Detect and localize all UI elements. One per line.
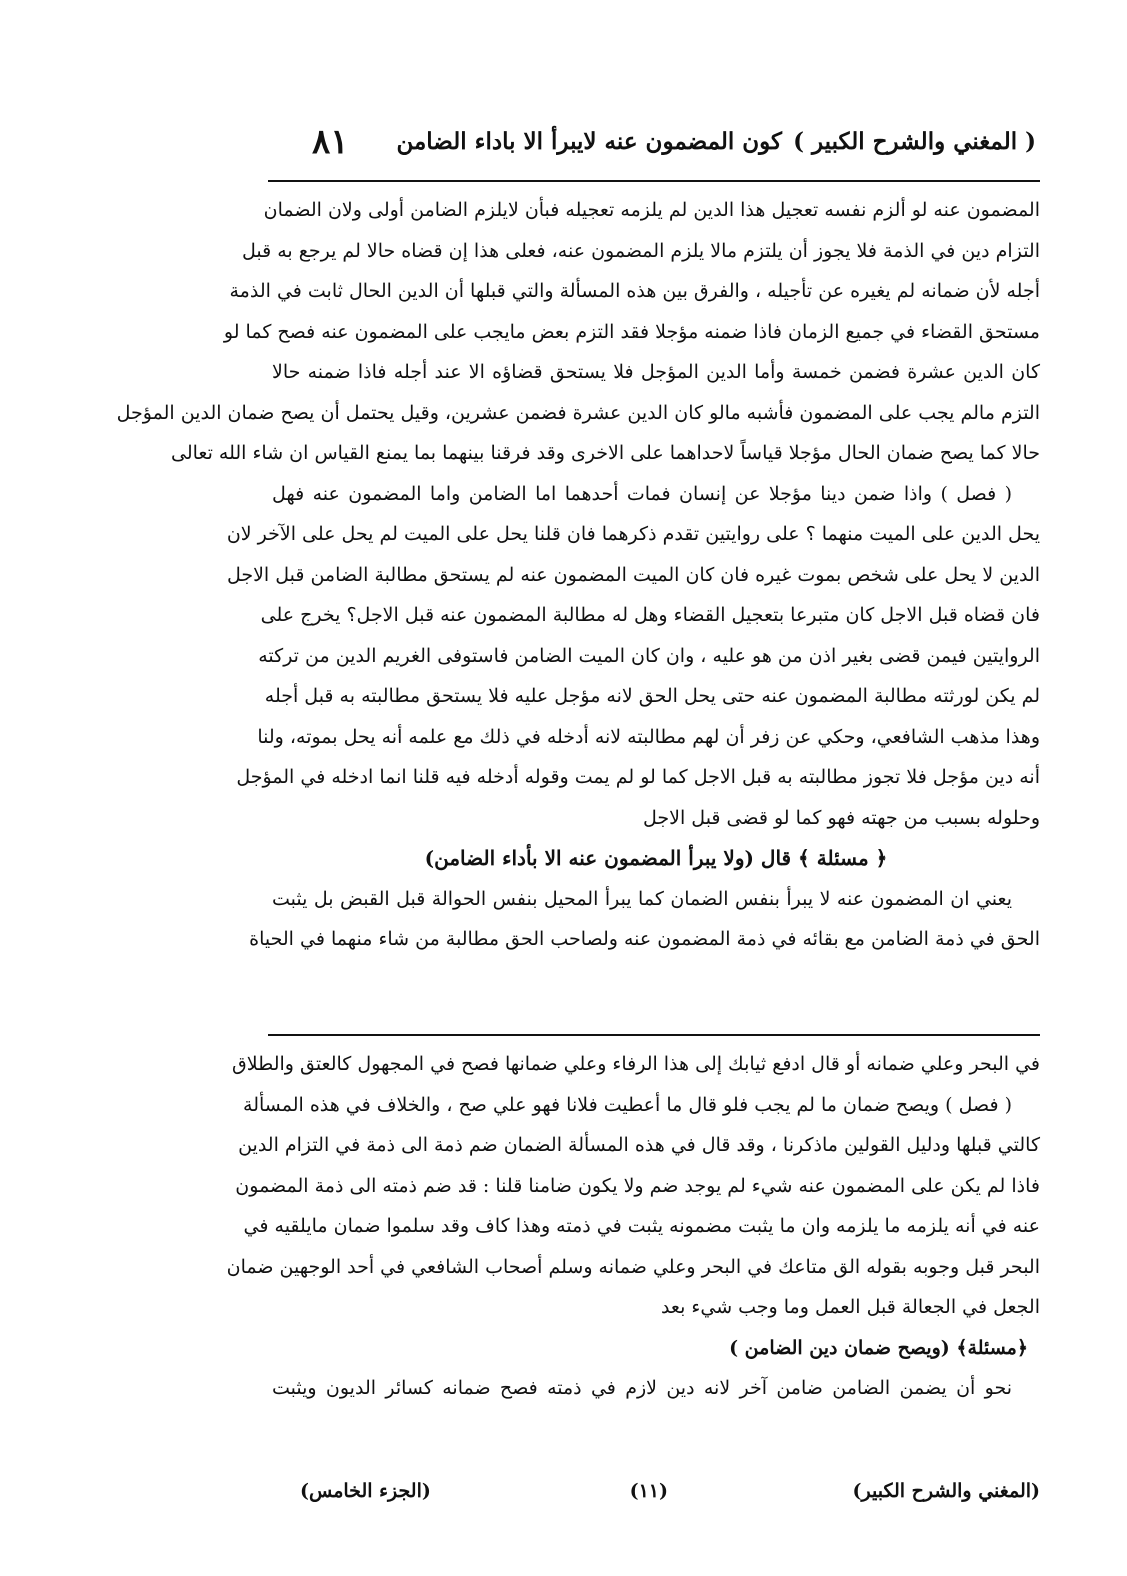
text-line: لم يكن لورثته مطالبة المضمون عنه حتى يحل الحق لانه مؤجل عليه فلا يستحق مطالبته به قبل أجله [264, 685, 1040, 707]
text-line: الحق في ذمة الضامن مع بقائه في ذمة المضمون عنه ولصاحب الحق مطالبة من شاء منهما في الحياة [249, 928, 1040, 950]
text-line: يحل الدين على الميت منهما ؟ على روايتين تقدم ذكرهما فان قلنا يحل على الميت لم يحل على الآخر لان [226, 523, 1040, 545]
section-divider [268, 1034, 1040, 1036]
running-header [272, 122, 1040, 174]
text-line: نحو أن يضمن الضامن ضامن آخر لانه دين لازم في ذمته فصح ضمانه كسائر الديون ويثبت [272, 1377, 1012, 1399]
footer-book-title: (المغني والشرح الكبير) [852, 1480, 1040, 1502]
lower-text-block [226, 1044, 1040, 1409]
header-rule [268, 180, 1040, 182]
text-line: حالا كما يصح ضمان الحال مؤجلا قياساً لاحداهما على الاخرى وقد فرقنا بينهما بما يمنع القياس ان شاء الله تعالى [171, 442, 1040, 464]
text-line: المضمون عنه لو ألزم نفسه تعجيل هذا الدين لم يلزمه تعجيله فبأن لايلزم الضامن أولى ولان الضمان [263, 199, 1040, 221]
text-line: عنه في أنه يلزمه ما يلزمه وان ما يثبت مضمونه يثبت في ذمته وهذا كاف وقد سلموا ضمان مايلقيه في [243, 1215, 1040, 1237]
text-line: البحر قبل وجوبه بقوله الق متاعك في البحر وعلي ضمانه وسلم أصحاب الشافعي في أحد الوجهين ضمان [226, 1255, 1040, 1278]
text-line: في البحر وعلي ضمانه أو قال ادفع ثيابك إلى هذا الرفاء وعلي ضمانها فصح في المجهول كالعتق والطلاق [232, 1053, 1040, 1075]
page-footer [300, 1480, 1040, 1516]
text-line: وحلوله بسبب من جهته فهو كما لو قضى قبل الاجل [643, 806, 1040, 829]
section-heading: ﴿ مسئلة ﴾ قال (ولا يبرأ المضمون عنه الا بأداء الضامن) [424, 846, 888, 870]
page-number: ٨١ [312, 122, 349, 162]
text-line: مستحق القضاء في جميع الزمان فاذا ضمنه مؤجلا فقد التزم بعض مايجب على المضمون عنه فصح كما لو [223, 320, 1040, 343]
text-line: وهذا مذهب الشافعي، وحكي عن زفر أن لهم مطالبته لانه أدخله في ذلك مع علمه أنه يحل بموته، ولنا [257, 725, 1040, 748]
footer-volume: (الجزء الخامس) [300, 1480, 431, 1502]
text-line: ( فصل ) ويصح ضمان ما لم يجب فلو قال ما أعطيت فلانا فهو علي صح ، والخلاف في هذه المسألة [243, 1093, 1012, 1116]
footer-signature-number: (١١) [629, 1480, 668, 1502]
text-line: الجعل في الجعالة قبل العمل وما وجب شيء بعد [660, 1296, 1040, 1318]
text-line: يعني ان المضمون عنه لا يبرأ بنفس الضمان كما يبرأ المحيل بنفس الحوالة قبل القبض بل يثبت [272, 887, 1012, 910]
text-line: التزام دين في الذمة فلا يجوز أن يلتزم مالا يلزم المضمون عنه، فعلى هذا إن قضاه حالا لم يرجع به قبل [242, 239, 1040, 262]
text-line: كالتي قبلها ودليل القولين ماذكرنا ، وقد قال في هذه المسألة الضمان ضم ذمة الى ذمة في التزام الدين [238, 1134, 1040, 1156]
text-line: أجله لأن ضمانه لم يغيره عن تأجيله ، والفرق بين هذه المسألة والتي قبلها أن الدين الحال ثابت في الذمة [229, 280, 1040, 302]
text-line: الروايتين فيمن قضى بغير اذن من هو عليه ، وان كان الميت الضامن فاستوفى الغريم الدين من تركته [258, 644, 1040, 667]
text-line: فان قضاه قبل الاجل كان متبرعا بتعجيل القضاء وهل له مطالبة المضمون عنه قبل الاجل؟ يخرج على [260, 604, 1040, 626]
header-section-title: كون المضمون عنه لايبرأ الا باداء الضامن [396, 128, 782, 155]
header-book-title: ( المغني والشرح الكبير ) [793, 128, 1036, 155]
text-line: الدين لا يحل على شخص بموت غيره فان كان الميت المضمون عنه لم يستحق مطالبة الضامن قبل الاجل [226, 563, 1040, 586]
text-line: ( فصل ) واذا ضمن دينا مؤجلا عن إنسان فمات أحدهما اما الضامن واما المضمون عنه فهل [272, 482, 1012, 505]
section-heading: ﴿مسئلة﴾ (ويصح ضمان دين الضامن ) [729, 1336, 1028, 1359]
text-line: التزم مالم يجب على المضمون فأشبه مالو كان الدين عشرة فضمن عشرين، وقيل يحتمل أن يصح ضمان الدين المؤجل [116, 401, 1040, 424]
text-line: فاذا لم يكن على المضمون عنه شيء لم يوجد ضم ولا يكون ضامنا قلنا : قد ضم ذمته الى ذمة المضمون [235, 1174, 1040, 1197]
upper-text-block [116, 190, 1040, 960]
text-line: كان الدين عشرة فضمن خمسة وأما الدين المؤجل فلا يستحق قضاؤه الا عند أجله فاذا ضمنه حالا [272, 361, 1040, 383]
text-line: أنه دين مؤجل فلا تجوز مطالبته به قبل الاجل كما لو لم يمت وقوله أدخله فيه قلنا انما ادخله في المؤجل [236, 766, 1040, 788]
